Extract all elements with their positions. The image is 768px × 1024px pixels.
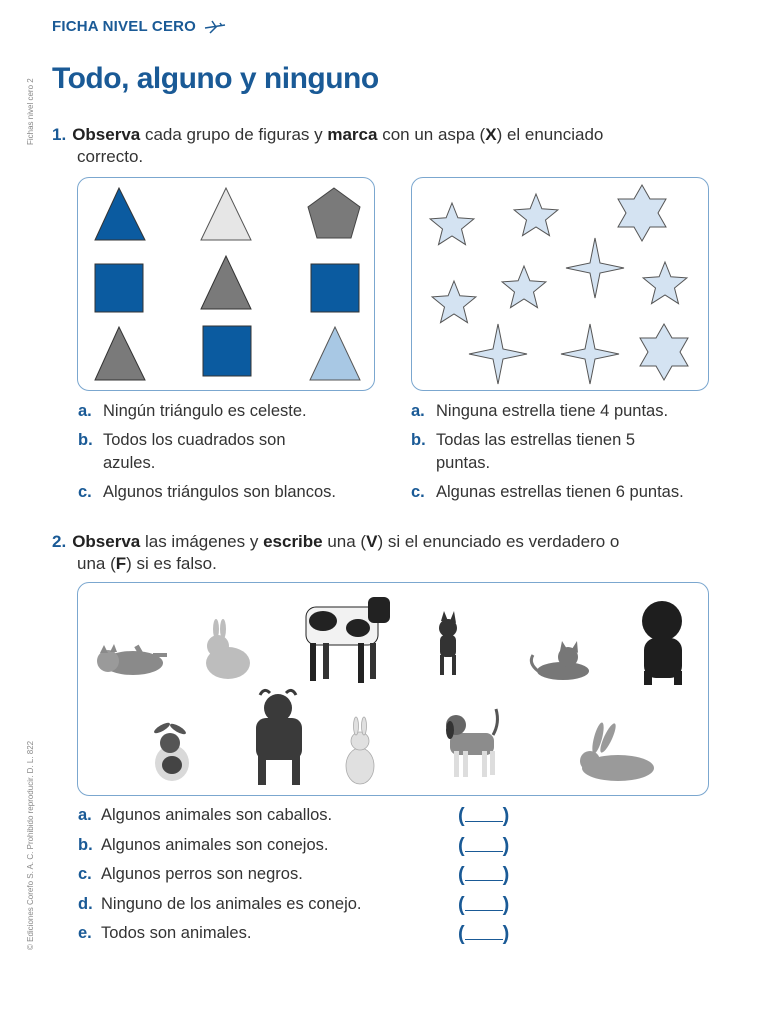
stars-box bbox=[411, 177, 709, 391]
statement-text: Algunos animales son caballos. bbox=[101, 806, 333, 824]
option-letter: b. bbox=[78, 431, 93, 449]
dark-blue-square bbox=[95, 264, 143, 312]
option-text: Todos los cuadrados son azules. bbox=[103, 431, 286, 472]
light-blue-triangle bbox=[310, 327, 360, 380]
option-c[interactable] bbox=[411, 481, 731, 504]
four-point-star bbox=[561, 324, 619, 384]
side-text-top: Fichas nivel cero 2 bbox=[26, 78, 35, 145]
paren-open: ( bbox=[458, 923, 465, 945]
gray-triangle bbox=[201, 256, 251, 309]
answer-blank[interactable] bbox=[458, 921, 509, 946]
statement-letter: b. bbox=[78, 835, 93, 854]
answer-line[interactable] bbox=[465, 921, 503, 940]
verb-marca: marca bbox=[327, 125, 378, 144]
five-point-star bbox=[430, 203, 474, 245]
six-point-star bbox=[618, 185, 666, 241]
paren-close: ) bbox=[502, 893, 510, 916]
small-dog-icon bbox=[439, 611, 457, 675]
answer-line[interactable] bbox=[465, 862, 503, 881]
bull-icon bbox=[256, 690, 302, 785]
instr-text: una ( bbox=[322, 532, 367, 551]
statement-letter: a. bbox=[78, 806, 92, 824]
instr-text: las imágenes y bbox=[140, 532, 264, 551]
option-letter: a. bbox=[411, 402, 425, 420]
rabbit-icon bbox=[346, 717, 374, 784]
option-c[interactable] bbox=[78, 481, 388, 504]
option-b[interactable] bbox=[78, 429, 338, 475]
instr-text: correcto. bbox=[77, 147, 144, 166]
five-point-star bbox=[502, 266, 546, 308]
instr-text: cada grupo de figuras y bbox=[140, 125, 328, 144]
cow-icon bbox=[306, 597, 390, 683]
dark-blue-square bbox=[203, 326, 251, 376]
four-point-star bbox=[566, 238, 624, 298]
worksheet-header bbox=[52, 18, 226, 35]
rabbit-icon bbox=[206, 619, 250, 679]
instr-line-2 bbox=[52, 553, 732, 575]
statement-row bbox=[78, 924, 538, 954]
option-text: Ningún triángulo es celeste. bbox=[103, 402, 307, 420]
verb-escribe: escribe bbox=[263, 532, 323, 551]
option-text: Algunos triángulos son blancos. bbox=[103, 483, 336, 501]
option-letter: c. bbox=[411, 483, 425, 501]
paren-close: ) bbox=[502, 805, 510, 827]
animals-figure bbox=[78, 583, 708, 795]
statement-letter: c. bbox=[78, 865, 92, 883]
dark-blue-triangle bbox=[95, 188, 145, 240]
option-text: Todas las estrellas tienen 5 puntas. bbox=[436, 431, 636, 472]
option-letter: b. bbox=[411, 431, 426, 449]
white-triangle bbox=[201, 188, 251, 240]
statements-list bbox=[78, 806, 538, 954]
option-letter: a. bbox=[78, 402, 92, 420]
mark-x: X bbox=[485, 125, 497, 144]
verb-observa: Observa bbox=[72, 125, 141, 144]
gray-pentagon bbox=[308, 188, 360, 238]
answer-blank[interactable] bbox=[458, 862, 509, 887]
option-b[interactable] bbox=[411, 429, 681, 475]
four-point-star bbox=[469, 324, 527, 384]
paren-open: ( bbox=[458, 805, 465, 827]
shapes-options bbox=[78, 400, 388, 510]
answer-line[interactable] bbox=[465, 803, 503, 822]
black-dog-icon bbox=[642, 601, 682, 685]
answer-blank[interactable] bbox=[458, 833, 509, 858]
six-point-star bbox=[640, 324, 688, 380]
airplane-icon bbox=[204, 20, 226, 34]
instr-text: ) si es falso. bbox=[126, 554, 217, 573]
side-text-bottom: © Ediciones Corefo S. A. C. Prohibido reproducir. D. L. 822 bbox=[26, 740, 35, 950]
instr-text: una ( bbox=[77, 554, 116, 573]
animals-box bbox=[77, 582, 709, 796]
instr-text: ) si el enunciado es verdadero o bbox=[377, 532, 620, 551]
statement-row bbox=[78, 895, 538, 925]
statement-text: Algunos perros son negros. bbox=[101, 865, 303, 883]
option-text: Ninguna estrella tiene 4 puntas. bbox=[436, 402, 669, 420]
shapes-box bbox=[77, 177, 375, 391]
stars-figure bbox=[412, 178, 708, 390]
rabbit-icon bbox=[153, 721, 189, 781]
dark-blue-square bbox=[311, 264, 359, 312]
five-point-star bbox=[432, 281, 476, 323]
paren-close: ) bbox=[502, 834, 510, 857]
verb-observa: Observa bbox=[72, 532, 141, 551]
cat-icon bbox=[531, 641, 589, 680]
rabbit-icon bbox=[580, 722, 654, 781]
paren-close: ) bbox=[502, 923, 510, 945]
exercise-number: 1. bbox=[52, 125, 67, 144]
statement-text: Algunos animales son conejos. bbox=[101, 835, 329, 854]
statement-letter: d. bbox=[78, 894, 93, 913]
statement-letter: e. bbox=[78, 924, 92, 942]
statement-text: Todos son animales. bbox=[101, 924, 252, 942]
paren-open: ( bbox=[458, 834, 465, 857]
statement-row bbox=[78, 836, 538, 866]
page-title: Todo, alguno y ninguno bbox=[52, 62, 379, 95]
answer-line[interactable] bbox=[465, 833, 503, 852]
kitten-icon bbox=[97, 644, 167, 675]
mark-f: F bbox=[115, 554, 127, 573]
answer-blank[interactable] bbox=[458, 892, 509, 917]
paren-open: ( bbox=[458, 864, 465, 886]
mark-v: V bbox=[366, 532, 378, 551]
exercise-1-instruction bbox=[52, 124, 732, 168]
gray-triangle bbox=[95, 327, 145, 380]
answer-blank[interactable] bbox=[458, 803, 509, 828]
statement-row bbox=[78, 865, 538, 895]
option-letter: c. bbox=[78, 483, 92, 501]
option-text: Algunas estrellas tienen 6 puntas. bbox=[436, 483, 684, 501]
answer-line[interactable] bbox=[465, 892, 503, 911]
header-label: FICHA NIVEL CERO bbox=[52, 18, 197, 35]
five-point-star bbox=[514, 194, 558, 236]
statement-row bbox=[78, 806, 538, 836]
exercise-2-instruction bbox=[52, 531, 732, 575]
exercise-number: 2. bbox=[52, 532, 67, 551]
beagle-icon bbox=[446, 709, 497, 777]
statement-text: Ninguno de los animales es conejo. bbox=[101, 894, 362, 913]
option-a[interactable] bbox=[78, 400, 388, 423]
shapes-figure bbox=[78, 178, 374, 390]
stars-options bbox=[411, 400, 731, 510]
paren-close: ) bbox=[502, 864, 510, 886]
five-point-star bbox=[643, 262, 687, 304]
paren-open: ( bbox=[458, 893, 465, 916]
option-a[interactable] bbox=[411, 400, 731, 423]
instr-text: ) el enunciado bbox=[496, 125, 604, 144]
instr-text: con un aspa ( bbox=[377, 125, 486, 144]
